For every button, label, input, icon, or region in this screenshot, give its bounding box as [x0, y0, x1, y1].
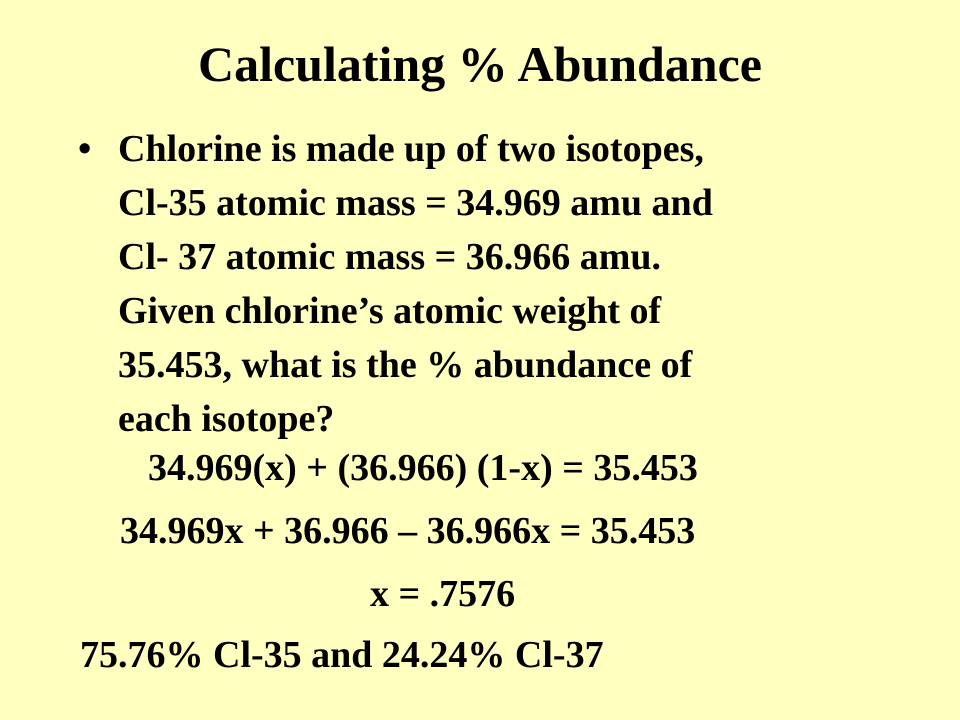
- bullet-line-3: Cl- 37 atomic mass = 36.966 amu.: [118, 236, 662, 278]
- bullet-marker: •: [78, 128, 92, 170]
- bullet-line-6: each isotope?: [118, 398, 335, 440]
- bullet-text: [118, 122, 898, 446]
- bullet-line-1: Chlorine is made up of two isotopes,: [118, 128, 704, 170]
- equation-setup: 34.969(x) + (36.966) (1-x) = 35.453: [148, 447, 698, 489]
- equation-expanded: 34.969x + 36.966 – 36.966x = 35.453: [120, 510, 696, 552]
- bullet-line-2: Cl-35 atomic mass = 34.969 amu and: [118, 182, 713, 224]
- equation-solution: x = .7576: [370, 573, 516, 615]
- slide-title: Calculating % Abundance: [197, 36, 762, 92]
- bullet-line-4: Given chlorine’s atomic weight of: [118, 290, 662, 332]
- answer-line: 75.76% Cl-35 and 24.24% Cl-37: [80, 634, 604, 676]
- bullet-line-5: 35.453, what is the % abundance of: [118, 344, 693, 386]
